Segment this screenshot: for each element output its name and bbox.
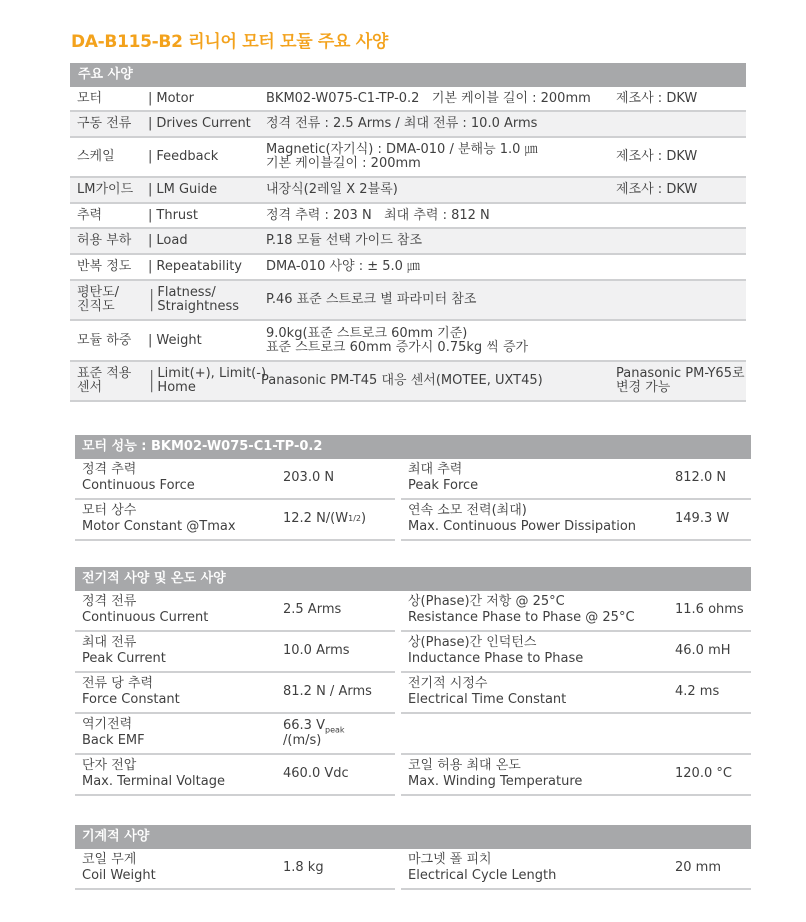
- cell-label: 최대 추력 Peak Force: [408, 461, 479, 493]
- section-heading: 모터 성능 : BKM02-W075-C1-TP-0.2: [75, 435, 751, 459]
- spec-value: DMA-010 사양 : ± 5.0 ㎛: [266, 259, 421, 274]
- spec-label-ko: 반복 정도: [77, 259, 132, 274]
- motor-performance-section: [75, 435, 751, 541]
- cell-value: 81.2 N / Arms: [283, 684, 372, 699]
- cell-label: 코일 무게 Coil Weight: [82, 851, 156, 883]
- cell-label: 전기적 시정수 Electrical Time Constant: [408, 675, 567, 707]
- spec-row-thrust: [70, 204, 746, 229]
- cell-label: 모터 상수 Motor Constant @Tmax: [82, 502, 236, 534]
- cell-value: 20 mm: [675, 860, 722, 875]
- cell-label: 전류 당 추력 Force Constant: [82, 675, 180, 707]
- section-heading: 기계적 사양: [75, 825, 751, 849]
- table-cell: [401, 459, 751, 500]
- table-cell: [401, 500, 751, 541]
- spec-value: 정격 전류 : 2.5 Arms / 최대 전류 : 10.0 Arms: [266, 116, 538, 131]
- spec-label-ko: 추력: [77, 207, 103, 223]
- spec-value: P.46 표준 스트로크 별 파라미터 참조: [266, 292, 477, 307]
- spec-label-ko: 평탄도/ 진직도: [77, 285, 120, 314]
- table-cell: [401, 673, 751, 714]
- spec-label-ko: 스케일: [77, 149, 115, 164]
- cell-value: 460.0 Vdc: [283, 766, 349, 781]
- spec-label-en: | Flatness/ Straightness: [149, 285, 240, 314]
- table-cell: [401, 632, 751, 673]
- table-cell: [401, 714, 751, 755]
- table-cell: [75, 500, 395, 541]
- cell-label: 역기전력 Back EMF: [82, 716, 145, 748]
- spec-row-motor: [70, 87, 746, 112]
- table-cell: [401, 591, 751, 632]
- spec-row-feedback: [70, 138, 746, 178]
- cell-value: 812.0 N: [675, 470, 727, 485]
- cell-value: 10.0 Arms: [283, 643, 350, 658]
- cell-value: 149.3 W: [675, 511, 730, 526]
- main-spec-section: [70, 63, 746, 402]
- spec-value: 내장식(2레일 X 2블록): [266, 182, 398, 197]
- spec-maker: 제조사 : DKW: [616, 182, 698, 197]
- cell-label: 마그넷 폴 피치 Electrical Cycle Length: [408, 851, 557, 883]
- spec-label-ko: 표준 적용 센서: [77, 366, 132, 395]
- page-title: DA-B115-B2 리니어 모터 모듈 주요 사양: [71, 32, 389, 52]
- electrical-spec-section: [75, 567, 751, 796]
- table-row: [75, 591, 751, 632]
- cell-value: 120.0 °C: [675, 766, 732, 781]
- spec-maker: Panasonic PM-Y65로 변경 가능: [616, 366, 745, 395]
- spec-label-en: | Repeatability: [148, 259, 242, 274]
- table-cell: [75, 714, 395, 755]
- cell-value: 11.6 ohms: [675, 602, 744, 617]
- cell-label: 단자 전압 Max. Terminal Voltage: [82, 757, 225, 789]
- spec-label-ko: 모터: [77, 90, 103, 106]
- table-row: [75, 459, 751, 500]
- cell-label: 최대 전류 Peak Current: [82, 634, 166, 666]
- cell-label: 상(Phase)간 저항 @ 25°C Resistance Phase to Phase @ 25°C: [408, 593, 635, 625]
- spec-label-ko: 구동 전류: [77, 116, 132, 131]
- spec-value: Magnetic(자기식) : DMA-010 / 분해능 1.0 ㎛ 기본 케이블길이 : 200mm: [266, 142, 538, 171]
- spec-label-ko: 모듈 하중: [77, 332, 132, 348]
- cell-label: 정격 전류 Continuous Current: [82, 593, 209, 625]
- table-row: [75, 849, 751, 890]
- cell-label: 연속 소모 전력(최대) Max. Continuous Power Dissipation: [408, 502, 637, 534]
- table-cell: [75, 673, 395, 714]
- cell-label: 정격 추력 Continuous Force: [82, 461, 195, 493]
- table-cell: [75, 632, 395, 673]
- table-cell: [75, 755, 395, 796]
- table-row: [75, 632, 751, 673]
- spec-label-en: | Load: [148, 233, 188, 248]
- table-row: [75, 500, 751, 541]
- spec-label-en: | Drives Current: [148, 116, 251, 131]
- spec-label-ko: LM가이드: [77, 182, 134, 197]
- table-cell: [401, 849, 751, 890]
- spec-row-sensor: [70, 362, 746, 402]
- cell-value: 2.5 Arms: [283, 602, 342, 617]
- table-row: [75, 673, 751, 714]
- spec-row-repeatability: [70, 255, 746, 281]
- section-heading: 주요 사양: [70, 63, 746, 87]
- spec-maker: 제조사 : DKW: [616, 90, 698, 106]
- spec-value: 정격 추력 : 203 N 최대 추력 : 812 N: [266, 207, 490, 223]
- cell-value: 1.8 kg: [283, 860, 324, 875]
- spec-label-en: | LM Guide: [148, 182, 218, 197]
- spec-label-ko: 허용 부하: [77, 233, 132, 248]
- spec-value: BKM02-W075-C1-TP-0.2 기본 케이블 길이 : 200mm: [266, 90, 591, 106]
- table-row: [75, 755, 751, 796]
- cell-value: 203.0 N: [283, 470, 335, 485]
- spec-label-en: | Thrust: [148, 207, 199, 223]
- spec-maker: 제조사 : DKW: [616, 149, 698, 164]
- table-cell: [401, 755, 751, 796]
- mechanical-spec-section: [75, 825, 751, 890]
- spec-row-load: [70, 229, 746, 255]
- table-cell: [75, 591, 395, 632]
- spec-row-flatness: [70, 281, 746, 321]
- table-cell: [75, 459, 395, 500]
- cell-value: 46.0 mH: [675, 643, 731, 658]
- cell-value: 66.3 $V_{peak}$ /(m/s): [283, 717, 345, 748]
- cell-value: 12.2 N/(W 1/2 ): [283, 511, 367, 526]
- spec-label-en: | Feedback: [148, 149, 219, 164]
- spec-value: 9.0kg(표준 스트로크 60mm 기준) 표준 스트로크 60mm 증가시 0.75kg 씩 증가: [266, 325, 529, 355]
- section-heading: 전기적 사양 및 온도 사양: [75, 567, 751, 591]
- spec-label-en: | Limit(+), Limit(-) Home: [149, 366, 267, 395]
- table-row: [75, 714, 751, 755]
- table-cell: [75, 849, 395, 890]
- spec-value: P.18 모듈 선택 가이드 참조: [266, 233, 423, 248]
- spec-row-lm-guide: [70, 178, 746, 204]
- spec-label-en: | Motor: [148, 90, 194, 106]
- cell-label: 상(Phase)간 인덕턴스 Inductance Phase to Phase: [408, 634, 584, 666]
- cell-value: 4.2 ms: [675, 684, 720, 699]
- cell-label: 코일 허용 최대 온도 Max. Winding Temperature: [408, 757, 583, 789]
- spec-value: Panasonic PM-T45 대응 센서(MOTEE, UXT45): [261, 373, 543, 388]
- spec-label-en: | Weight: [148, 332, 202, 348]
- spec-row-drives-current: [70, 112, 746, 138]
- spec-row-weight: [70, 321, 746, 362]
